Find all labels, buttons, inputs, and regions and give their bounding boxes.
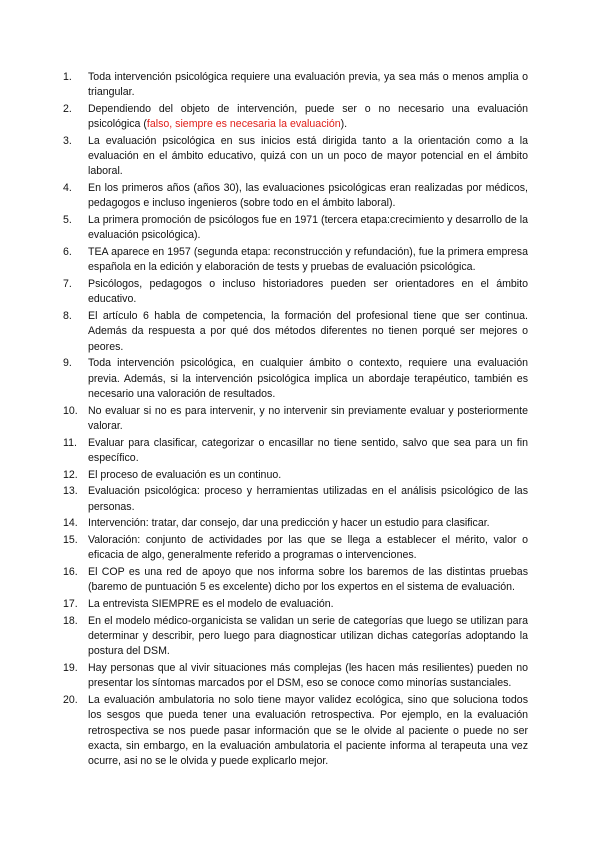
list-item	[63, 356, 528, 402]
item-number: 17.	[63, 598, 78, 611]
item-text: La entrevista SIEMPRE es el modelo de evaluación.	[88, 598, 334, 611]
item-text: Hay personas que al vivir situaciones más complejas (les hacen más resilientes) pueden no presentar los síntomas marcados por el DSM, eso se conoce como minorías sustanciales.	[88, 662, 528, 690]
list-item	[63, 484, 528, 514]
item-text: Toda intervención psicológica, en cualquier ámbito o contexto, requiere una evaluación previa. Además, si la intervención psicológica implica un abordaje terapéutico, también es necesario una valoración de resultados.	[88, 357, 528, 400]
item-number: 2.	[63, 103, 72, 115]
item-number: 18.	[63, 615, 78, 627]
item-number: 9.	[63, 357, 72, 370]
item-number: 20.	[63, 694, 78, 707]
item-text: La primera promoción de psicólogos fue en 1971 (tercera etapa:crecimiento y desarrollo de la evaluación psicológica).	[88, 214, 528, 242]
item-text: Evaluar para clasificar, categorizar o encasillar no tiene sentido, salvo que sea para un fin específico.	[88, 436, 528, 464]
item-number: 10.	[63, 404, 78, 417]
item-number: 3.	[63, 135, 72, 147]
item-number: 16.	[63, 566, 78, 579]
list-item	[63, 597, 528, 612]
item-text: En los primeros años (años 30), las evaluaciones psicológicas eran realizadas por médicos, pedagogos e incluso ingenieros (sobre todo en el ámbito laboral).	[88, 182, 528, 210]
list-item	[63, 245, 528, 275]
list-item	[63, 404, 528, 434]
item-text: Intervención: tratar, dar consejo, dar una predicción y hacer un estudio para clasificar.	[88, 517, 490, 530]
item-text: La evaluación ambulatoria no solo tiene mayor validez ecológica, sino que soluciona todos los sesgos que pueda tener una evaluación retrospectiva. Por ejemplo, en la evaluación retrospectiva se nos puede pasar información que se le olvide al paciente o puede no ser exacta, sin embargo, en la evaluación ambulatoria el paciente informa al terapeuta una vez ocurre, asi no se le olvida y puede explicarlo mejor.	[88, 694, 528, 768]
item-number: 13.	[63, 485, 78, 498]
item-text-after: ).	[340, 118, 348, 131]
list-item	[63, 309, 528, 355]
list-item	[63, 468, 528, 483]
item-text-before: Dependiendo del objeto de intervención, puede ser o no necesario una evaluación psicológica (	[88, 103, 528, 131]
item-number: 1.	[63, 71, 72, 83]
item-number: 5.	[63, 214, 72, 227]
item-number: 4.	[63, 182, 72, 195]
item-text: Toda intervención psicológica requiere una evaluación previa, ya sea más o menos amplia o triangular.	[88, 71, 528, 99]
list-item	[63, 693, 528, 769]
item-text: No evaluar si no es para intervenir, y no intervenir sin previamente evaluar y posteriormente valorar.	[88, 404, 528, 432]
item-text: Evaluación psicológica: proceso y herramientas utilizadas en el análisis psicológico de las personas.	[88, 485, 528, 513]
item-number: 12.	[63, 468, 78, 481]
item-number: 14.	[63, 517, 78, 530]
list-item	[63, 213, 528, 243]
list-item	[63, 661, 528, 691]
list-item	[63, 70, 528, 100]
numbered-list	[63, 70, 528, 771]
item-number: 6.	[63, 246, 72, 259]
item-text: Psicólogos, pedagogos o incluso historiadores pueden ser orientadores en el ámbito educativo.	[88, 278, 528, 306]
list-item	[63, 102, 528, 132]
list-item	[63, 533, 528, 563]
list-item	[63, 134, 528, 180]
item-text	[88, 102, 528, 132]
item-number: 7.	[63, 278, 72, 291]
item-text: TEA aparece en 1957 (segunda etapa: reconstrucción y refundación), fue la primera empresa española en la edición y elaboración de tests y pruebas de evaluación psicológica.	[88, 246, 528, 274]
item-text: El artículo 6 habla de competencia, la formación del profesional tiene que ser continua. Además da respuesta a por qué dos métodos diferentes no tienen porqué ser mejores o peores.	[88, 310, 528, 353]
item-text: La evaluación psicológica en sus inicios está dirigida tanto a la orientación como a la evaluación en el ámbito educativo, quizá con un un poco de mayor potencial en el ámbito laboral.	[88, 135, 528, 178]
item-number: 15.	[63, 534, 78, 547]
list-item	[63, 565, 528, 595]
list-item	[63, 436, 528, 466]
item-text: El proceso de evaluación es un continuo.	[88, 468, 282, 481]
list-item	[63, 614, 528, 660]
item-number: 19.	[63, 662, 78, 675]
list-item	[63, 277, 528, 307]
item-text: El COP es una red de apoyo que nos informa sobre los baremos de las distintas pruebas (baremo de puntuación 5 es excelente) dicho por los expertos en el sistema de evaluación.	[88, 566, 528, 594]
item-text-highlight: falso, siempre es necesaria la evaluación	[146, 118, 341, 131]
item-text: Valoración: conjunto de actividades por las que se llega a establecer el mérito, valor o eficacia de algo, generalmente referido a programas o intervenciones.	[88, 534, 528, 562]
item-number: 8.	[63, 310, 72, 323]
item-number: 11.	[63, 436, 77, 449]
item-text: En el modelo médico-organicista se validan un serie de categorías que luego se utilizan para determinar y describir, pero luego para diagnosticar utilizan dichas categorías adoptando la postura del DSM.	[88, 615, 528, 658]
list-item	[63, 516, 528, 531]
list-item	[63, 181, 528, 211]
